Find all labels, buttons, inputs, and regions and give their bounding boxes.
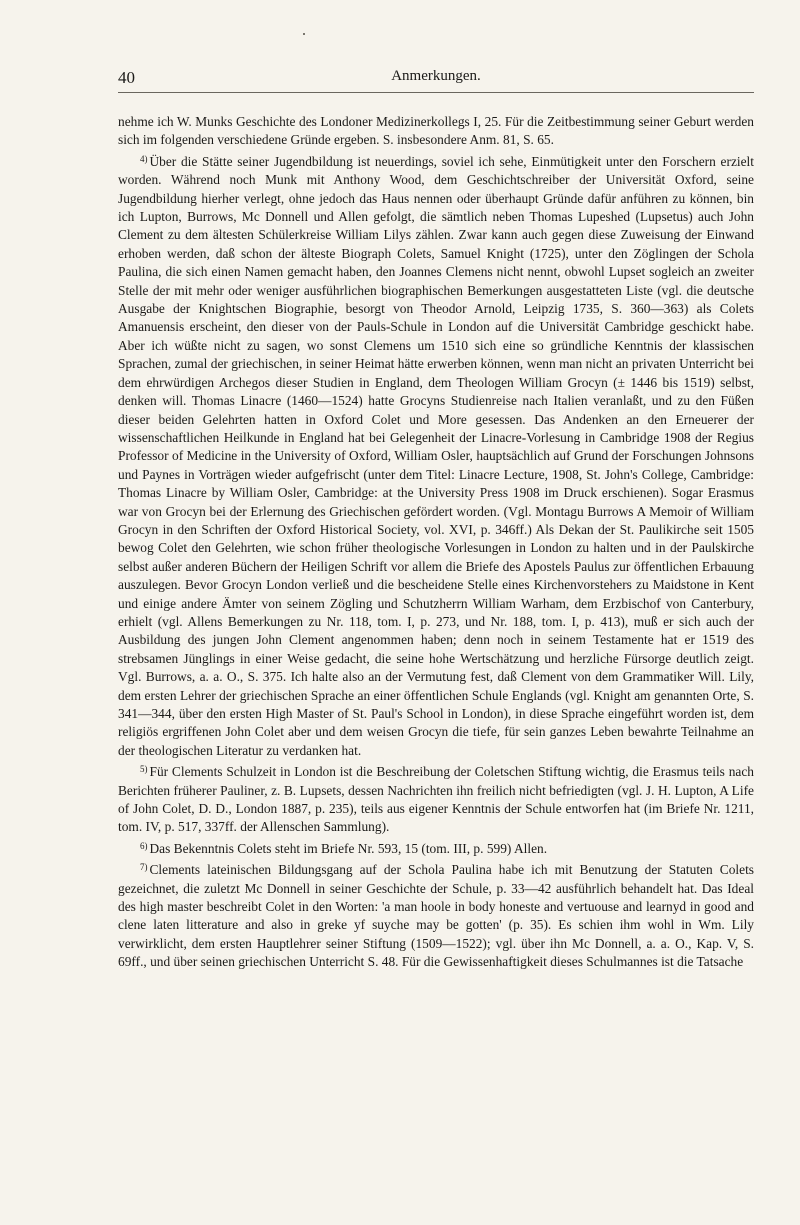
note-marker: 6) — [140, 840, 148, 851]
note-marker: 4) — [140, 153, 148, 164]
page-header — [118, 68, 754, 90]
note-5 — [118, 760, 754, 837]
note-7 — [118, 858, 754, 971]
note-marker: 7) — [140, 862, 148, 873]
note-text: Für Clements Schulzeit in London ist die Beschreibung der Coletschen Stiftung wichtig, die Erasmus teils nach Berichten früherer Pauliner, z. B. Lupsets, dessen Nachrichten ihn freilich nicht befriedigten (vgl. J. H. Lupton, A Life of John Colet, D. D., London 1887, p. 235), teils aus eigener Kenntnis der Schule entworfen hat (im Briefe Nr. 1211, tom. IV, p. 517, 337ff. der Allenschen Sammlung). — [118, 764, 754, 835]
note-text: Über die Stätte seiner Jugendbildung ist neuerdings, soviel ich sehe, Einmütigkeit unter den Forschern erzielt worden. Während noch Munk mit Anthony Wood, dem Geschichtschreiber der Universität Oxford, seine Jugendbildung hierher verlegt, ohne jedoch das Haus nennen oder überhaupt Gründe dafür anführen zu können, bin ich Lupton, Burrows, Mc Donnell und Allen gefolgt, die sämtlich neben Thomas Lupeshed (Lupsetus) auch John Clement zu dem ältesten Schülerkreise William Lilys zählen. Zwar kann auch gegen diese Zuweisung der Einwand erhoben werden, daß schon der älteste Biograph Colets, Samuel Knight (1725), unter den Zöglingen der Schola Paulina, die sich einen Namen gemacht haben, den Joannes Clemens nicht nennt, obwohl Lupset sogleich an zweiter Stelle der mit mehr oder weniger ausführlichen biographischen Bemerkungen ausgestatteten Liste (vgl. die deutsche Ausgabe der Knightschen Biographie, besorgt von Theodor Arnold, Leipzig 1735, S. 360—363) als Colets Amanuensis erscheint, den dieser von der Pauls-Schule in London auf die Universität Cambridge geschickt habe. Aber ich wüßte nicht zu sagen, wo sonst Clemens um 1510 sich eine so gründliche Kenntnis der klassischen Sprachen, zumal der griechischen, in seiner Heimat hätte erwerben können, wenn man nicht an privaten Unterricht bei dem ehrwürdigen Archegos dieser Studien in England, dem Theologen William Grocyn (± 1446 bis 1519) selbst, denken will. Thomas Linacre (1460—1524) hatte Grocyns Studienreise nach Italien veranlaßt, und zu den Füßen dieser beiden Gelehrten hatten in Oxford Colet und More gesessen. Das Andenken an den Erneuerer der wissenschaftlichen Heilkunde in England hat bei Gelegenheit der Linacre-Vorlesung in Cambridge 1908 der Regius Professor of Medicine in the University of Oxford, William Osler, hauptsächlich auf Grund der Forschungen Johnsons und Paynes in Vorträgen wieder aufgefrischt (unter dem Titel: Linacre Lecture, 1908, St. John's College, Cambridge: Thomas Linacre by William Osler, Cambridge: at the University Press 1908 im Druck erschienen). Sogar Erasmus war von Grocyn bei der Erlernung des Griechischen gefördert worden. (Vgl. Montagu Burrows A Memoir of William Grocyn in den Schriften der Oxford Historical Society, vol. XVI, p. 346ff.) Als Dekan der St. Paulikirche seit 1505 bewog Colet den Gelehrten, wie schon früher theologische Vorlesungen in London zu halten und in der Paulskirche selbst außer anderen Büchern der Heiligen Schrift vor allem die Briefe des Apostels Paulus zur öffentlichen Erbauung auszulegen. Bevor Grocyn London verließ und die bescheidene Stelle eines Kirchenvorstehers zu Maidstone in Kent und einige andere Ämter von seinem Zögling und Schutzherrn William Warham, dem Erzbischof von Canterbury, erhielt (vgl. Allens Bemerkungen zu Nr. 118, tom. I, p. 273, und Nr. 188, tom. I, p. 413), muß er sich auch der Ausbildung des jungen John Clement angenommen haben; denn noch in seinem Testamente hat er 1519 des strebsamen Jünglings in einer Weise gedacht, die seine hohe Wertschätzung und herzliche Fürsorge deutlich zeigt. Vgl. Burrows, a. a. O., S. 375. Ich halte also an der Vermutung fest, daß Clement von dem Grammatiker Will. Lily, dem ersten Lehrer der griechischen Sprache an einer öffentlichen Schule Englands (vgl. Knight am genannten Orte, S. 341—344, über den ersten High Master of St. Paul's School in London), in diese Sprache eingeführt worden ist, dem religiös ergriffenen John Colet aber und dem weisen Grocyn die tiefe, für sein ganzes Leben bewahrte Teilnahme an der theologischen Literatur zu verdanken hat. — [118, 153, 754, 758]
header-rule — [118, 92, 754, 93]
note-marker: 5) — [140, 764, 148, 775]
note-text: nehme ich W. Munks Geschichte des Londoner Medizinerkollegs I, 25. Für die Zeitbestimmung seiner Geburt werden sich im folgenden verschiedene Gründe ergeben. S. insbesondere Anm. 81, S. 65. — [118, 114, 754, 148]
stray-mark — [303, 33, 305, 35]
running-head: Anmerkungen. — [391, 68, 481, 84]
note-text: Das Bekenntnis Colets steht im Briefe Nr. 593, 15 (tom. III, p. 599) Allen. — [149, 840, 548, 856]
page-number: 40 — [118, 68, 135, 87]
note-4 — [118, 150, 754, 760]
note-6 — [118, 837, 754, 858]
note-text: Clements lateinischen Bildungsgang auf der Schola Paulina habe ich mit Benutzung der Statuten Colets gezeichnet, die zuletzt Mc Donnell in seiner Geschichte der Schule, p. 33—42 ausführlich behandelt hat. Das Ideal des high master beschreibt Colet in den Worten: 'a man hoole in body honeste and vertuouse and learnyd in good and clene laten litterature and also in greke yf suyche may be gotten' (p. 35). Es schien ihm wohl in Wm. Lily verwirklicht, dem ersten Hauptlehrer seiner Stiftung (1509—1522); vgl. über ihn Mc Donnell, a. a. O., Kap. V, S. 69ff., und über seinen griechischen Unterricht S. 48. Für die Gewissenhaftigkeit dieses Schulmannes ist die Tatsache — [118, 862, 754, 970]
note-continuation — [118, 113, 754, 150]
notes-body — [118, 113, 754, 972]
